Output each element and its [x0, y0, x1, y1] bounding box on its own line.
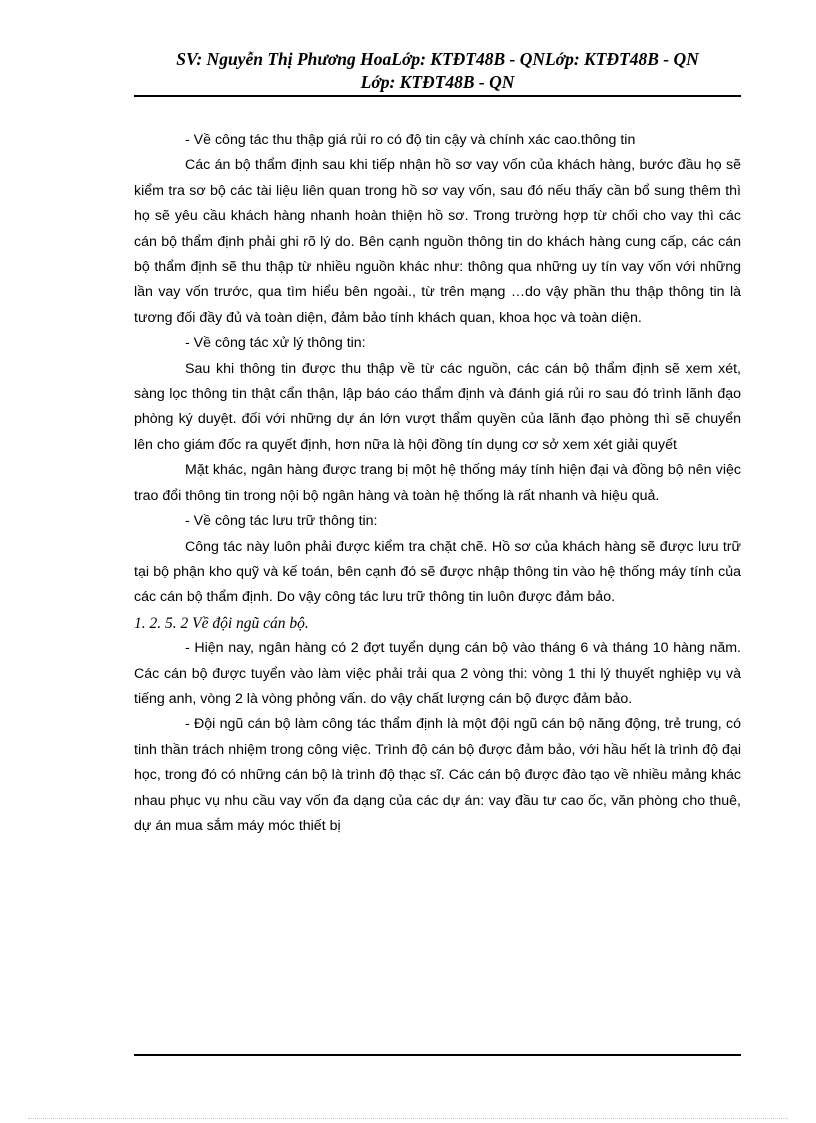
paragraph-6: - Về công tác lưu trữ thông tin: [185, 513, 378, 530]
paragraph-2: Các án bộ thẩm định sau khi tiếp nhận hồ sơ vay vốn của khách hàng, bước đầu họ sẽ kiểm tra sơ bộ các tài liệu liên quan trong hồ sơ vay vốn, sau đó nếu thấy cần bổ sung thêm thì họ sẽ yêu cầu khách hàng nhanh hoàn thiện hồ sơ. Trong trường hợp từ chối cho vay thì các cán bộ thẩm định phải ghi rõ lý do. Bên cạnh nguồn thông tin do khách hàng cung cấp, các cán bộ thẩm định sẽ thu thập từ nhiều nguồn khác như: thông qua những uy tín vay vốn với những lần vay vốn trước, qua tìm hiểu bên ngoài., từ trên mạng …do vậy phần thu thập thông tin là tương đối đầy đủ và toàn diện, đảm bảo tính khách quan, khoa học và toàn diện. [134, 157, 741, 326]
paragraph-8: - Hiện nay, ngân hàng có 2 đợt tuyển dụng cán bộ vào tháng 6 và tháng 10 hàng năm. Các cán bộ được tuyển vào làm việc phải trải qua 2 vòng thi: vòng 1 thi lý thuyết nghiệp vụ và tiếng anh, vòng 2 là vòng phỏng vấn. do vậy chất lượng cán bộ được đảm bảo. [134, 640, 741, 707]
paragraph-5: Mặt khác, ngân hàng được trang bị một hệ thống máy tính hiện đại và đồng bộ nên việc trao đổi thông tin trong nội bộ ngân hàng và toàn hệ thống là rất nhanh và hiệu quả. [134, 462, 741, 504]
section-heading: 1. 2. 5. 2 Về đội ngũ cán bộ. [134, 614, 309, 632]
header-rule [134, 95, 741, 97]
header-line-2: Lớp: KTĐT48B - QN [360, 72, 515, 92]
page-edge-divider [28, 1118, 788, 1119]
paragraph-7: Công tác này luôn phải được kiểm tra chặt chẽ. Hồ sơ của khách hàng sẽ được lưu trữ tại bộ phận kho quỹ và kế toán, bên cạnh đó sẽ được nhập thông tin vào hệ thống máy tính của các cán bộ thẩm định. Do vậy công tác lưu trữ thông tin luôn được đảm bảo. [134, 538, 741, 606]
footer-rule [134, 1054, 741, 1056]
header-line-1: SV: Nguyễn Thị Phương HoaLớp: KTĐT48B - QNLớp: KTĐT48B - QN [176, 49, 699, 69]
page-header [134, 48, 741, 94]
paragraph-1: - Về công tác thu thập giá rủi ro có độ tin cậy và chính xác cao.thông tin [185, 132, 636, 148]
paragraph-3: - Về công tác xử lý thông tin: [185, 335, 366, 352]
document-body [134, 128, 741, 839]
paragraph-4: Sau khi thông tin được thu thập về từ các nguồn, các cán bộ thẩm định sẽ xem xét, sàng lọc thông tin thật cẩn thận, lập báo cáo thẩm định và đánh giá rủi ro sau đó trình lãnh đạo phòng ký duyệt. đối với những dự án lớn vượt thẩm quyền của lãnh đạo phòng thì sẽ chuyển lên cho giám đốc ra quyết định, hơn nữa là hội đồng tín dụng cơ sở xem xét giải quyết [134, 360, 741, 453]
paragraph-9: - Đội ngũ cán bộ làm công tác thẩm định là một đội ngũ cán bộ năng động, trẻ trung, có tinh thần trách nhiệm trong công việc. Trình độ cán bộ được đảm bảo, với hầu hết là trình độ đại học, trong đó có những cán bộ là trình độ thạc sĩ. Các cán bộ được đào tạo về nhiều mảng khác nhau phục vụ nhu cầu vay vốn đa dạng của các dự án: vay đầu tư cao ốc, văn phòng cho thuê, dự án mua sắm máy móc thiết bị [134, 716, 741, 834]
